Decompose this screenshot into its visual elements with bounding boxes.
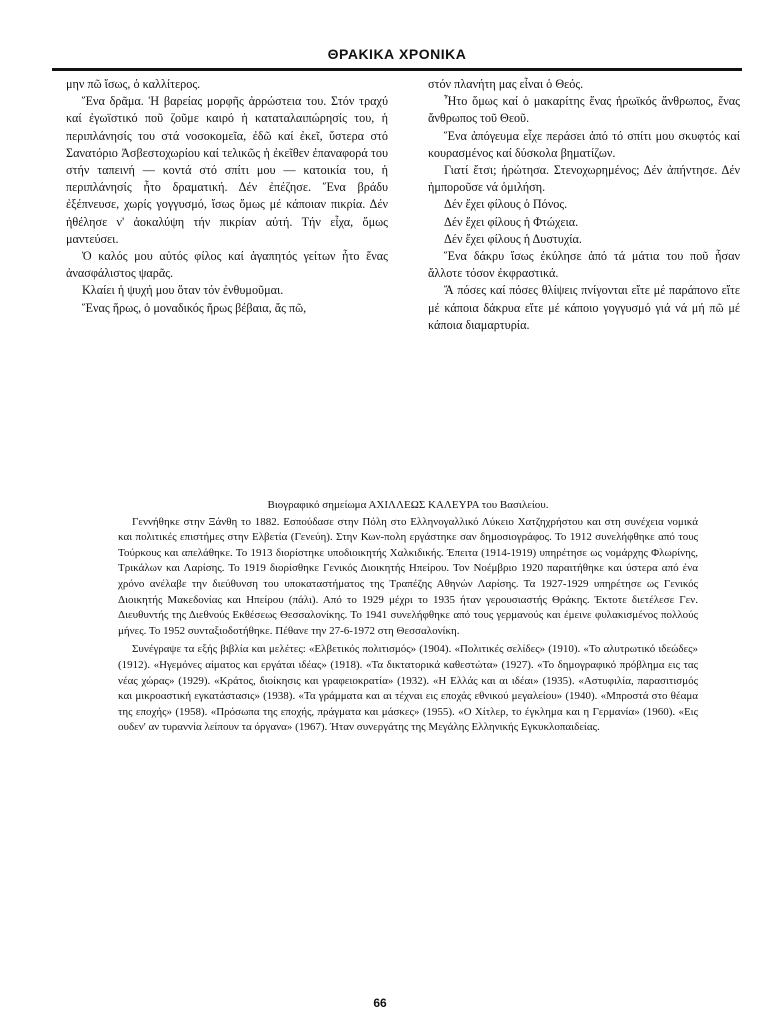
paragraph: Ὁ καλός μου αὐτός φίλος καί ἀγαπητός γείτων ἦτο ἕνας ἀνασφάλιστος ψαρᾶς. [66, 249, 388, 281]
paragraph: Δέν ἔχει φίλους ἡ Φτώχεια. [444, 214, 579, 229]
left-text-column [66, 76, 388, 317]
running-header [52, 40, 742, 71]
paragraph: Ἕνα δάκρυ ἴσως ἐκύλησε ἀπό τά μάτια του ποῦ ἦσαν ἄλλοτε τόσον ἐκφραστικά. [428, 249, 740, 281]
paragraph: Δέν ἔχει φίλους ἡ Δυστυχία. [444, 231, 582, 246]
paragraph: Ἕνας ἥρως, ὁ μοναδικός ἥρως βέβαια, ἄς πῶ, [82, 300, 307, 315]
paragraph: στόν πλανήτη μας εἶναι ὁ Θεός. [428, 77, 584, 91]
paragraph: μην πῶ ἴσως, ὁ καλλίτερος. [66, 77, 201, 91]
bio-paragraph: Γεννήθηκε στην Ξάνθη το 1882. Εσπούδασε στην Πόλη στο Ελληνογαλλικό Λύκειο Χατζηχρήστου και στη συνέχεια νομικά και πολιτικές επιστήμες στην Ελβετία (Γενεύη). Στην Κων-πολη εργάστηκε σαν δημοσιογράφος. Το 1912 συνελήφθηκε από τους Τούρκους και απελάθηκε. Το 1913 διορίστηκε υποδιοικητής Χαλκιδικής. Έπειτα (1914-1919) υπηρέτησε ως νομάρχης Φλωρίνης, Τρικάλων και Λαρίσης. Το 1919 διορίσθηκε Γενικός Διοικητής Ηπείρου. Τον Νοέμβριο 1920 παραιτήθηκε και ύστερα από ένα χρόνο ανέλαβε την διεύθυνση του υποκαταστήματος της Τραπέζης Αθηνών Λαρίσης. Τα 1927-1929 υπηρέτησε ως Γενικός Διοικητής Μακεδονίας και Ηπείρου (πάλι). Από το 1929 μέχρι το 1935 ήταν γερουσιαστής Θράκης. Έκτοτε διετέλεσε Γεν. Διευθυντής της Διεθνούς Εκθέσεως Θεσσαλονίκης. Το 1941 συνελήφθηκε από τους γερμανούς και έμεινε φυλακισμένος πολλούς μήνες. Το 1952 συνταξιοδοτήθηκε. Πέθανε την 27-6-1972 στη Θεσσαλονίκη. [118, 515, 698, 637]
paragraph: Ἕνα δρᾶμα. Ἡ βαρείας μορφῆς ἀρρώστεια του. Στόν τραχύ καί ἐγωϊστικό ποῦ ζοῦμε καιρό ἡ καταταλαιπώρησίς του, ἡ περιπλάνησίς του στά νοσοκομεῖα, ἐδῶ καί ἐκεῖ, ὕστερα στό Σανατόριο Ἀσβεστοχωρίου καί τελικῶς ἡ ἐκεῖθεν ἐπαναφορά του στήν ταπεινή — κοντά στό σπίτι μου — κατοικία του, ἡ περιπλάνησίς ἦτο δραματική. Δέν ἐπέζησε. Ἕνα βράδυ ἐξέπνευσε, χωρίς γογγυσμό, ἴσως ὅμως μέ κάποιαν πικρία. Δέν ἠθέλησε ν' ἀοκαλύψη τήν πικρίαν αὐτή. Τήν εἶχα, ὅμως μαντεύσει. [66, 94, 388, 246]
paragraph: Κλαίει ἡ ψυχή μου ὅταν τόν ἐνθυμοῦμαι. [82, 283, 284, 298]
paragraph: Ἕνα ἀπόγευμα εἶχε περάσει ἀπό τό σπίτι μου σκυφτός καί κουρασμένος καί δύσκολα βηματίζων. [428, 128, 740, 160]
bio-paragraph: Συνέγραψε τα εξής βιβλία και μελέτες: «Ελβετικός πολιτισμός» (1904). «Πολιτικές σελίδες» (1910). «Το αλυτρωτικό ιδεώδες» (1912). «Ηγεμόνες αίματος και εργάται ιδέας» (1918). «Τα δικτατορικά καθεστώτα» (1927). «Το δημογραφικό πρόβλημα εις τας νέας χώρας» (1929). «Κράτος, διοίκησις και γραφειοκρατία» (1932). «Η Ελλάς και αι ιδέαι» (1935). «Αστυφιλία, παρασιτισμός και μικροαστική εγκατάστασις» (1938). «Τα γράμματα και αι τέχναι εις εποχάς εθνικού μεγαλείου» (1940). «Μπροστά στο θέαμα της εποχής» (1958). «Πρόσωπα της εποχής, πράγματα και μάσκες» (1955). «Ο Χίτλερ, το έγκλημα και η Γερμανία» (1960). «Εις ουδεν' αν τυραννία λείπουν τα όργανα» (1967). Ήταν συνεργάτης της Μεγάλης Ελληνικής Εγκυκλοπαιδείας. [118, 643, 698, 734]
paragraph: Ἄ πόσες καί πόσες θλίψεις πνίγονται εἴτε μέ παράπονο εἴτε μέ κάποια δάκρυα εἴτε μέ κάποιο γογγυσμό γιά νά μή πῶ μέ κάποια διαμαρτυρία. [428, 283, 740, 332]
right-text-column [428, 76, 740, 334]
journal-title: ΘΡΑΚΙΚΑ ΧΡΟΝΙΚΑ [327, 46, 467, 62]
paragraph: Γιατί ἔτσι; ἠρώτησα. Στενοχωρημένος; Δέν ἀπήντησε. Δέν ἠμποροῦσε νά ὁμιλήση. [428, 163, 740, 195]
biographical-note [118, 498, 698, 736]
paragraph: Δέν ἔχει φίλους ὁ Πόνος. [444, 197, 568, 212]
paragraph: Ἦτο ὅμως καί ὁ μακαρίτης ἕνας ἡρωϊκός ἄνθρωπος, ἕνας ἄνθρωπος τοῦ Θεοῦ. [428, 94, 740, 126]
bio-title: Βιογραφικό σημείωμα ΑΧΙΛΛΕΩΣ ΚΑΛΕΥΡΑ του Βασιλείου. [267, 499, 549, 511]
page-number: 66 [373, 996, 387, 1010]
